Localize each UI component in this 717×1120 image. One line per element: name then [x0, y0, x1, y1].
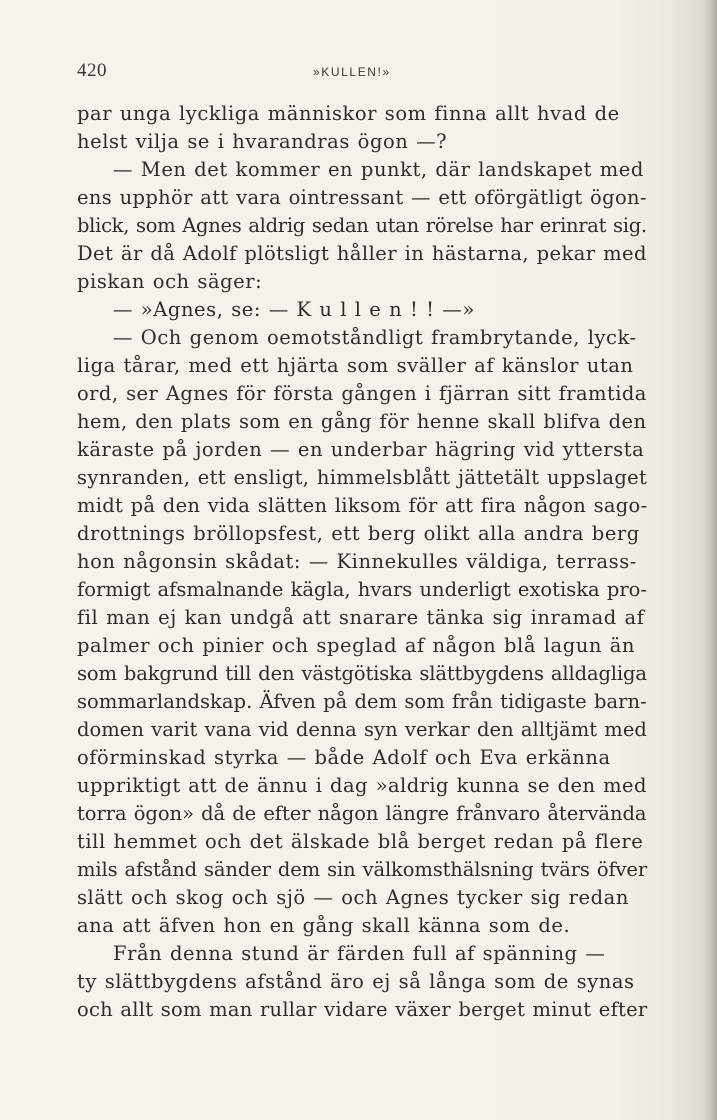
text-line: uppriktigt att de ännu i dag »aldrig kunna se den med: [77, 774, 647, 797]
text-line: domen varit vana vid denna syn verkar den alltjämt med: [77, 718, 647, 741]
text-line: hem, den plats som en gång för henne skall blifva den: [77, 410, 647, 433]
text-line: oförminskad styrka — både Adolf och Eva erkänna: [77, 746, 611, 769]
text-line: och allt som man rullar vidare växer berget minut efter: [77, 998, 648, 1021]
page-edge-shadow: [703, 0, 717, 1120]
text-line: Det är då Adolf plötsligt håller in hästarna, pekar med: [77, 242, 647, 265]
text-line: som bakgrund till den västgötiska slättbygdens alldagliga: [77, 662, 647, 685]
text-line: mils afstånd sänder dem sin välkomsthälsning tvärs öfver: [77, 858, 648, 881]
running-title: »KULLEN!»: [313, 65, 391, 79]
body-text: [77, 100, 647, 1024]
text-line: ord, ser Agnes för första gången i fjärran sitt framtida: [77, 382, 647, 405]
text-line: — »Agnes, se: — K u l l e n ! ! —»: [113, 298, 475, 321]
text-line: sommarlandskap. Äfven på dem som från tidigaste barn-: [77, 690, 647, 713]
text-line: blick, som Agnes aldrig sedan utan rörelse har erinrat sig.: [77, 214, 647, 237]
page-number: 420: [77, 60, 107, 81]
text-line: — Och genom oemotståndligt frambrytande, lyck-: [113, 326, 637, 349]
text-line: formigt afsmalnande kägla, hvars underligt exotiska pro-: [77, 578, 647, 601]
text-line: slätt och skog och sjö — och Agnes tycker sig redan: [77, 886, 629, 909]
text-line: ana att äfven hon en gång skall känna som de.: [77, 914, 571, 937]
text-line: ens upphör att vara ointressant — ett oförgätligt ögon-: [77, 186, 647, 209]
text-line: Från denna stund är färden full af spänning —: [113, 942, 606, 965]
text-line: drottnings bröllopsfest, ett berg olikt alla andra berg: [77, 522, 640, 545]
page-header: [77, 60, 643, 86]
text-line: hon någonsin skådat: — Kinnekulles väldiga, terrass-: [77, 550, 637, 573]
text-line: ty slättbygdens afstånd äro ej så långa som de synas: [77, 970, 635, 993]
text-line: helst vilja se i hvarandras ögon —?: [77, 130, 448, 153]
text-line: till hemmet och det älskade blå berget redan på flere: [77, 830, 644, 853]
text-line: käraste på jorden — en underbar hägring vid yttersta: [77, 438, 645, 461]
text-line: palmer och pinier och speglad af någon blå lagun än: [77, 634, 636, 657]
text-line: liga tårar, med ett hjärta som sväller af känslor utan: [77, 354, 634, 377]
text-line: fil man ej kan undgå att snarare tänka sig inramad af: [77, 606, 645, 629]
text-line: piskan och säger:: [77, 270, 263, 293]
text-line: — Men det kommer en punkt, där landskapet med: [113, 158, 644, 181]
text-line: torra ögon» då de efter någon längre frånvaro återvända: [77, 802, 647, 825]
text-line: midt på den vida slätten liksom för att fira någon sago-: [77, 494, 648, 517]
text-line: synranden, ett ensligt, himmelsblått jättetält uppslaget: [77, 466, 648, 489]
text-line: par unga lyckliga människor som finna allt hvad de: [77, 102, 620, 125]
